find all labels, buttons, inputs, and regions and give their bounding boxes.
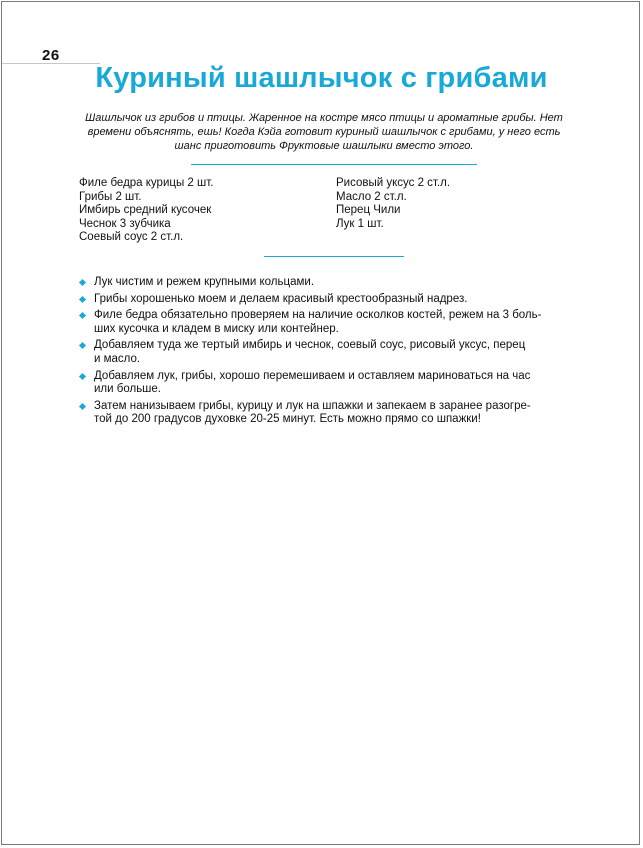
- step-line: Лук чистим и режем крупными кольцами.: [94, 276, 315, 288]
- ingredients-right-column: [336, 177, 536, 231]
- ingredient-item: Лук 1 шт.: [336, 217, 384, 230]
- divider-top: [191, 164, 477, 165]
- step-item: [79, 276, 585, 290]
- diamond-bullet-icon: [79, 296, 86, 303]
- step-line: ших кусочка и кладем в миску или контейнер.: [94, 322, 339, 335]
- ingredient-item: Филе бедра курицы 2 шт.: [79, 177, 214, 189]
- step-line: Грибы хорошенько моем и делаем красивый крестообразный надрез.: [94, 292, 468, 305]
- step-item: [79, 400, 585, 427]
- diamond-bullet-icon: [79, 373, 86, 380]
- step-item: [79, 293, 585, 307]
- page-number: 26: [42, 47, 60, 64]
- step-item: [79, 309, 585, 336]
- step-line: той до 200 градусов духовке 20-25 минут. Есть можно прямо со шпажки!: [94, 413, 481, 426]
- step-line: Затем нанизываем грибы, курицу и лук на шпажки и запекаем в заранее разогре-: [94, 399, 531, 412]
- diamond-bullet-icon: [79, 312, 86, 319]
- recipe-title: Куриный шашлычок с грибами: [95, 62, 548, 94]
- step-line: Добавляем туда же тертый имбирь и чеснок, соевый соус, рисовый уксус, перец: [94, 339, 526, 352]
- ingredient-item: Рисовый уксус 2 ст.л.: [336, 177, 451, 189]
- step-line: Филе бедра обязательно проверяем на наличие осколков костей, режем на 3 боль-: [94, 309, 542, 322]
- step-line: или больше.: [94, 383, 162, 396]
- ingredient-item: Перец Чили: [336, 204, 401, 217]
- steps-list: [79, 276, 585, 430]
- divider-middle: [264, 256, 404, 257]
- ingredient-item: Соевый соус 2 ст.л.: [79, 231, 184, 244]
- recipe-intro: Шашлычок из грибов и птицы. Жаренное на костре мясо птицы и ароматные грибы. Нет времени объяснять, ешь! Когда Кэйа готовит куриный шашлычок с грибами, у него есть шанс приготовить Фруктовые шашлыки вместо этого.: [85, 112, 563, 152]
- step-item: [79, 339, 585, 366]
- ingredient-item: Масло 2 ст.л.: [336, 190, 407, 203]
- ingredient-item: Грибы 2 шт.: [79, 190, 142, 203]
- ingredient-item: Имбирь средний кусочек: [79, 204, 212, 217]
- step-line: Добавляем лук, грибы, хорошо перемешиваем и оставляем мариноваться на час: [94, 369, 531, 382]
- step-line: и масло.: [94, 352, 141, 365]
- diamond-bullet-icon: [79, 403, 86, 410]
- step-item: [79, 370, 585, 397]
- ingredients-left-column: [79, 177, 319, 245]
- diamond-bullet-icon: [79, 342, 86, 349]
- ingredient-item: Чеснок 3 зубчика: [79, 217, 171, 230]
- diamond-bullet-icon: [79, 279, 86, 286]
